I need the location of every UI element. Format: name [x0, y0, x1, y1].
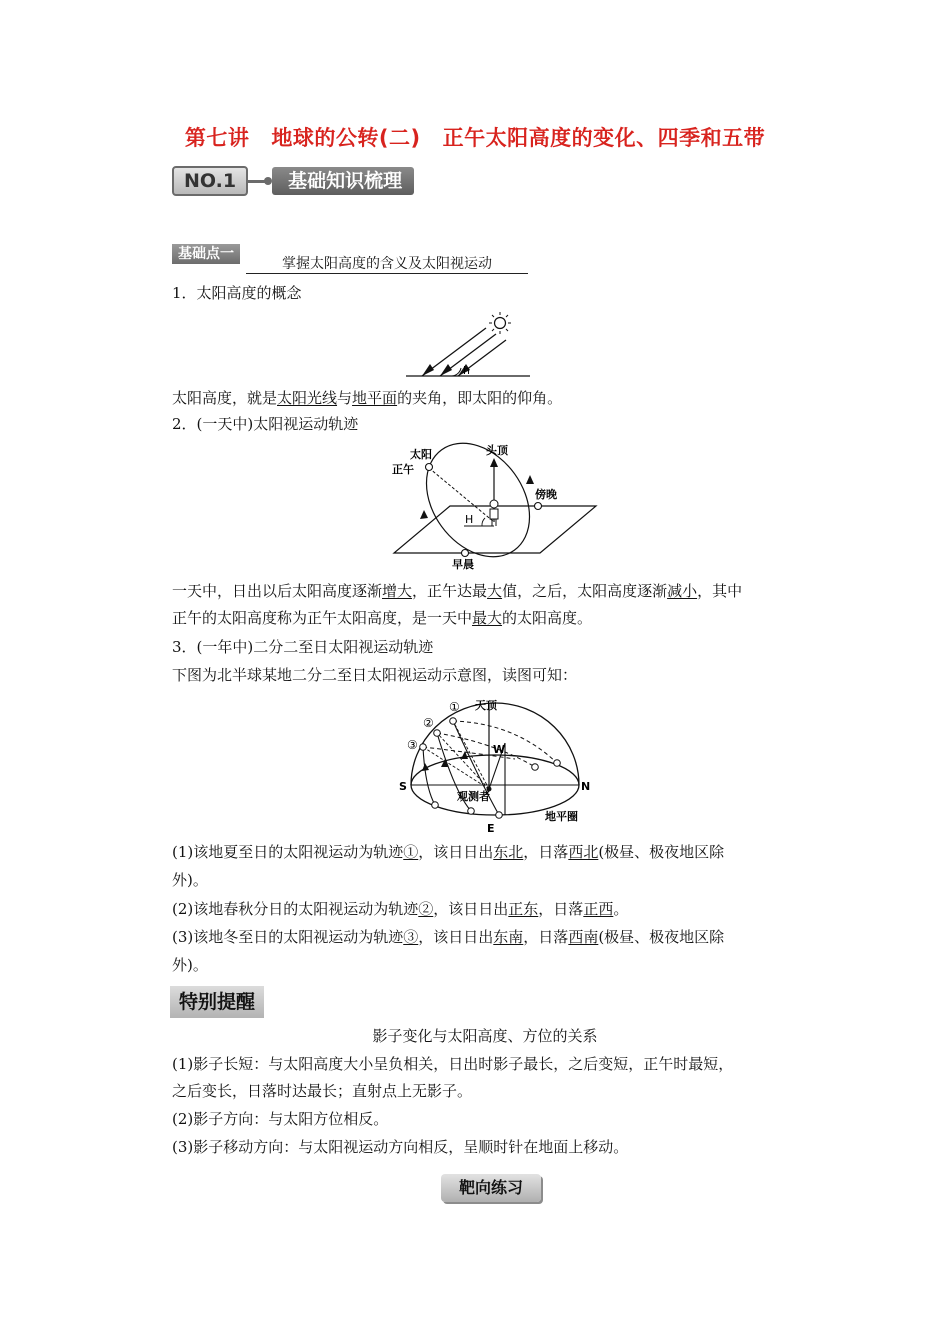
- s3-text-c: ，该日日出: [418, 928, 494, 946]
- item3-heading: 3．(一年中)二分二至日太阳视运动轨迹: [172, 638, 434, 656]
- item2-text-a: 一天中，日出以后太阳高度逐渐: [172, 582, 383, 600]
- sun-icon: [489, 312, 511, 334]
- s3-text-e: ，日落: [523, 928, 569, 946]
- special-r2: (2)影子方向：与太阳方位相反。: [172, 1110, 389, 1128]
- label-e: E: [487, 822, 495, 835]
- label-h: H: [465, 513, 474, 526]
- item2-term-max: 大: [487, 582, 503, 600]
- label-s: S: [399, 780, 407, 793]
- basic-point-tag: 基础点一: [172, 244, 240, 264]
- label-horizon: 地平圈: [545, 810, 578, 823]
- item2-text-c: ，正午达最: [412, 582, 488, 600]
- track-1-set-dot: [554, 760, 561, 767]
- person-icon: [490, 500, 498, 526]
- label-evening: 傍晚: [535, 488, 557, 501]
- s3-sunrise: 东南: [493, 928, 524, 946]
- label-sun: 太阳: [410, 448, 432, 461]
- morning-sun-dot: [462, 550, 469, 557]
- ray-arrow-2: [440, 364, 452, 376]
- label-morning: 早晨: [452, 558, 474, 571]
- track-1-rise-dot: [496, 812, 503, 819]
- s2-text-g: 。: [613, 900, 629, 918]
- practice-tag: 靶向练习: [441, 1174, 541, 1202]
- title-part1: 第七讲: [184, 126, 250, 150]
- item1-text-after: 的夹角，即太阳的仰角。: [397, 389, 563, 407]
- path-arrow-evening: [526, 475, 534, 484]
- section-connector: [248, 180, 268, 183]
- item1-term-sunray: 太阳光线: [277, 389, 338, 407]
- label-track-3: ③: [407, 738, 418, 752]
- path-arrow-morning: [420, 510, 428, 519]
- item1-text-mid: 与: [337, 389, 353, 407]
- s2-track: ②: [418, 900, 434, 918]
- special-r3: (3)影子移动方向：与太阳视运动方向相反，呈顺时针在地面上移动。: [172, 1138, 629, 1156]
- item3-s2: [172, 898, 628, 920]
- s1-text-g: (极昼、极夜地区除: [598, 843, 725, 861]
- s2-sunset: 正西: [583, 900, 614, 918]
- noon-angle-arc: [482, 518, 485, 526]
- s1-text-e: ，日落: [523, 843, 569, 861]
- label-track-2: ②: [423, 716, 434, 730]
- item3-intro: 下图为北半球某地二分二至日太阳视运动示意图，读图可知：: [172, 666, 578, 684]
- item2-text-line1: [172, 580, 822, 602]
- angle-label: h: [463, 364, 470, 377]
- title-part3: 正午太阳高度的变化、四季和五带: [442, 126, 766, 150]
- item2-term-decrease: 减小: [667, 582, 698, 600]
- item3-s3-line2: 外)。: [172, 956, 208, 974]
- sun-ray-dashed: [429, 468, 494, 522]
- item1-term-ground: 地平面: [352, 389, 398, 407]
- evening-sun-dot: [535, 503, 542, 510]
- s2-sunrise: 正东: [508, 900, 539, 918]
- s3-text-g: (极昼、极夜地区除: [598, 928, 725, 946]
- item2-text-p2a: 正午的太阳高度称为正午太阳高度，是一天中: [172, 609, 473, 627]
- s1-sunrise: 东北: [493, 843, 524, 861]
- daily-sun-path-figure: [386, 440, 598, 574]
- label-n: N: [581, 780, 591, 793]
- basic-point-heading: 掌握太阳高度的含义及太阳视运动: [246, 256, 528, 274]
- item3-s1-line1: [172, 841, 724, 863]
- track-2-dot: [434, 730, 441, 737]
- s3-sunset: 西南: [568, 928, 599, 946]
- zenith-arrow: [490, 458, 498, 467]
- item2-text-p2c: 的太阳高度。: [502, 609, 593, 627]
- track-3-rise-dot: [432, 802, 439, 809]
- ray-arrow-1: [422, 364, 434, 376]
- special-r1-line1: (1)影子长短：与太阳高度大小呈负相关，日出时影子最长，之后变短，正午时最短，: [172, 1055, 734, 1073]
- s2-text-e: ，日落: [538, 900, 584, 918]
- seasonal-sun-path-figure: [395, 693, 595, 835]
- item1-text-before: 太阳高度，就是: [172, 389, 278, 407]
- item1-heading: 1．太阳高度的概念: [172, 284, 302, 302]
- item2-heading: 2．(一天中)太阳视运动轨迹: [172, 415, 359, 433]
- special-heading: 影子变化与太阳高度、方位的关系: [372, 1027, 598, 1045]
- track-2-rise-dot: [468, 808, 475, 815]
- track-3-dot: [420, 744, 427, 751]
- track-3-front: [423, 747, 435, 805]
- item3-s1-line2: 外)。: [172, 871, 208, 889]
- noon-sun-dot: [426, 464, 433, 471]
- label-noon: 正午: [392, 463, 414, 476]
- s2-text-a: (2)该地春秋分日的太阳视运动为轨迹: [172, 900, 419, 918]
- solar-altitude-figure: [400, 306, 540, 382]
- special-reminder-tag: 特别提醒: [170, 986, 264, 1018]
- page-title: [0, 122, 950, 152]
- ray-3: [423, 747, 489, 789]
- label-zenith: 天顶: [475, 699, 497, 712]
- s1-text-c: ，该日日出: [418, 843, 494, 861]
- s1-track: ①: [403, 843, 419, 861]
- section-number: NO.1: [172, 166, 248, 196]
- label-observer: 观测者: [457, 790, 490, 803]
- label-w: W: [493, 743, 506, 756]
- s1-sunset: 西北: [568, 843, 599, 861]
- title-part2: 地球的公转(二): [271, 126, 421, 150]
- label-track-1: ①: [449, 700, 460, 714]
- s3-text-a: (3)该地冬至日的太阳视运动为轨迹: [172, 928, 404, 946]
- item2-text-g: ，其中: [697, 582, 743, 600]
- s3-track: ③: [403, 928, 419, 946]
- label-zenith: 头顶: [486, 444, 508, 457]
- item1-text: [172, 387, 562, 409]
- item2-term-increase: 增大: [382, 582, 413, 600]
- item2-text-line2: [172, 607, 592, 629]
- item3-s3-line1: [172, 926, 724, 948]
- item2-term-largest: 最大: [472, 609, 503, 627]
- s1-text-a: (1)该地夏至日的太阳视运动为轨迹: [172, 843, 404, 861]
- s2-text-c: ，该日日出: [433, 900, 509, 918]
- track-1-dot: [450, 718, 457, 725]
- track-2-set-dot: [532, 764, 539, 771]
- item2-text-e: 值，之后，太阳高度逐渐: [502, 582, 668, 600]
- section-label: 基础知识梳理: [272, 167, 414, 195]
- special-r1-line2: 之后变长，日落时达最长；直射点上无影子。: [172, 1082, 473, 1100]
- section-badge: [172, 166, 414, 196]
